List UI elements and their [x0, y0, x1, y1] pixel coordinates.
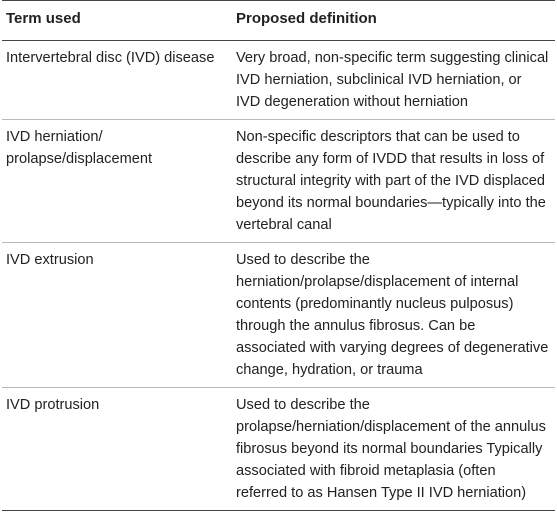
table-body: [2, 41, 555, 511]
definition-cell: Used to describe the prolapse/herniation/displacement of the annulus fibrosus beyond its normal boundaries Typically associated with fibroid metaplasia (often referred to as Hansen Type II IVD herniation): [234, 388, 555, 511]
definition-cell: Very broad, non-specific term suggesting clinical IVD herniation, subclinical IVD herniation, or IVD degeneration without herniation: [234, 41, 555, 120]
header-term-used: Term used: [2, 1, 234, 41]
table-row: [2, 388, 555, 511]
definition-cell: Used to describe the herniation/prolapse/displacement of internal contents (predominantly nucleus pulposus) through the annulus fibrosus. Can be associated with varying degrees of degenerative change, hydration, or trauma: [234, 243, 555, 388]
term-cell: IVD herniation/ prolapse/displacement: [2, 120, 234, 243]
definitions-table: [2, 0, 555, 511]
definition-cell: Non-specific descriptors that can be used to describe any form of IVDD that results in loss of structural integrity with part of the IVD displaced beyond its normal boundaries—typically into the vertebral canal: [234, 120, 555, 243]
term-cell: IVD extrusion: [2, 243, 234, 388]
table-row: [2, 120, 555, 243]
header-row: [2, 1, 555, 41]
term-cell: Intervertebral disc (IVD) disease: [2, 41, 234, 120]
table-row: [2, 243, 555, 388]
term-cell: IVD protrusion: [2, 388, 234, 511]
header-proposed-definition: Proposed definition: [234, 1, 555, 41]
table-row: [2, 41, 555, 120]
table-header: [2, 1, 555, 41]
